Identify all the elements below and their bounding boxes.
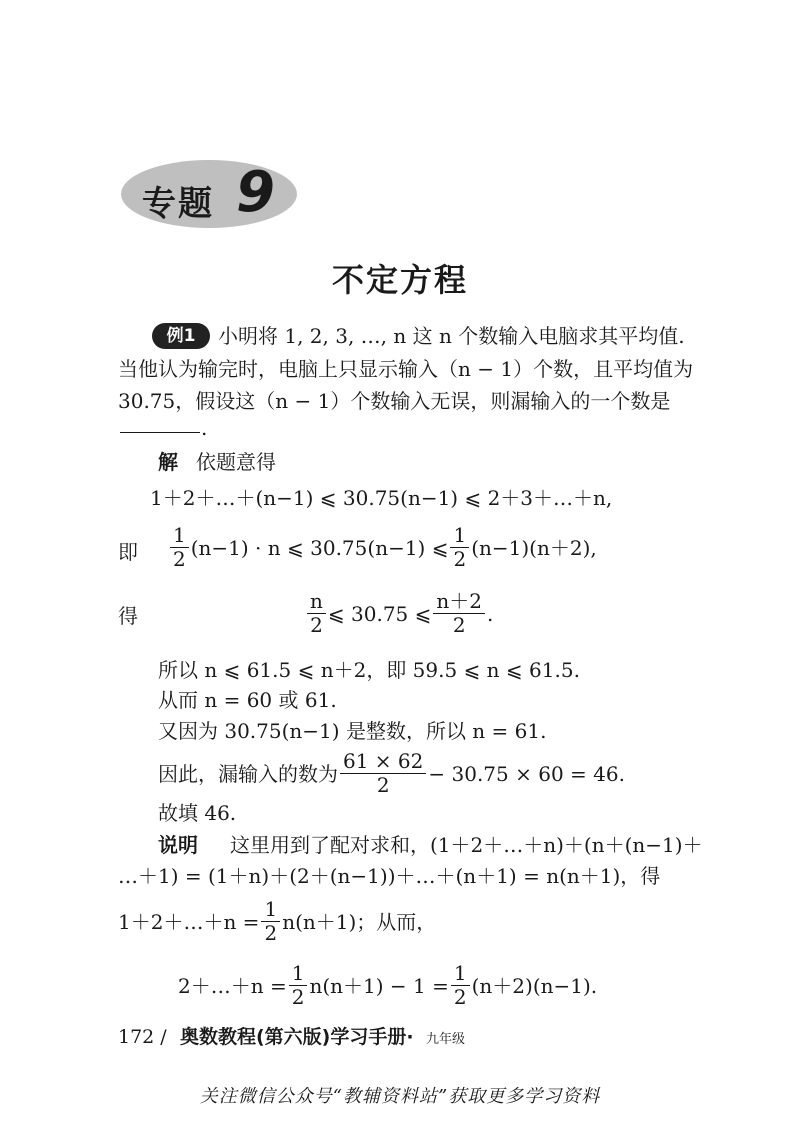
note-fraction-half: $\frac{1}{2}$ [261,898,280,945]
note-line3-post: n(n＋1)；从而， [282,909,437,934]
de-label: 得 [118,604,138,628]
inequality-line-1: 1＋2＋…＋(n−1) ⩽ 30.75(n−1) ⩽ 2＋3＋…＋n, [150,486,613,510]
example-line-2: 当他认为输完时，电脑上只显示输入（n − 1）个数，且平均值为 [118,357,694,381]
page-number: 172 / [118,1026,167,1048]
example-line-3: 30.75，假设这（n − 1）个数输入无误，则漏输入的一个数是 [118,389,671,413]
page-title: 不定方程 [331,261,468,299]
watermark: 关注微信公众号“教辅资料站”获取更多学习资料 [199,1086,601,1107]
solution-line-c: 又因为 30.75(n−1) 是整数，所以 n = 61. [158,719,547,743]
note-line-4 [178,962,597,1009]
grade-label: 九年级 [426,1032,466,1047]
note-line4-post: (n＋2)(n−1). [471,973,598,998]
fraction-61x62: $\frac{61 \times 62}{2}$ [340,750,426,797]
line2-mid: (n−1) · n ⩽ 30.75(n−1) ⩽ [190,535,449,560]
note-line-2: …＋1) = (1＋n)＋(2＋(n−1))＋…＋(n＋1) = n(n＋1)，得 [118,864,661,888]
solution-label: 解 [158,450,178,474]
blank-period: . [201,416,208,440]
solution-line-a: 所以 n ⩽ 61.5 ⩽ n＋2，即 59.5 ⩽ n ⩽ 61.5. [158,658,580,682]
line2-end: (n−1)(n＋2), [471,535,597,560]
note-label: 说明 [158,833,198,857]
line3-end: . [487,601,494,626]
note-line-1: 这里用到了配对求和，(1＋2＋…＋n)＋(n＋(n−1)＋ [230,833,703,857]
topic-number: 9 [236,160,275,225]
note-line3-pre: 1＋2＋…＋n = [118,909,260,934]
note-line4-pre: 2＋…＋n = [178,973,287,998]
fraction-n-plus-2: $\frac{n+2}{2}$ [433,590,485,637]
example-line-1: 小明将 1, 2, 3, …, n 这 n 个数输入电脑求其平均值. [218,324,685,348]
example-badge-label: 例1 [166,326,196,346]
line-d-pre: 因此，漏输入的数为 [158,761,338,786]
note-fraction-half-2: $\frac{1}{2}$ [289,962,308,1009]
inequality-line-2 [168,524,597,571]
ji-label: 即 [118,540,138,564]
topic-badge [118,158,300,230]
note-line4-mid: n(n＋1) − 1 = [309,973,449,998]
example-badge [152,323,210,349]
solution-line-b: 从而 n = 60 或 61. [158,688,337,712]
answer-blank [120,432,200,433]
solution-intro: 依题意得 [196,450,276,474]
line-d-post: − 30.75 × 60 = 46. [428,761,625,786]
fraction-n-over-2: $\frac{n}{2}$ [307,590,326,637]
fill-answer: 故填 46. [158,801,237,825]
fraction-half: $\frac{1}{2}$ [170,524,189,571]
fraction-half-2: $\frac{1}{2}$ [450,524,469,571]
solution-line-d [158,750,625,797]
note-fraction-half-3: $\frac{1}{2}$ [451,962,470,1009]
topic-word: 专题 [142,184,214,224]
book-title: 奥数教程(第六版)学习手册· [180,1026,414,1048]
inequality-line-3 [305,590,493,637]
line3-mid: ⩽ 30.75 ⩽ [327,601,432,626]
note-line-3 [118,898,436,945]
